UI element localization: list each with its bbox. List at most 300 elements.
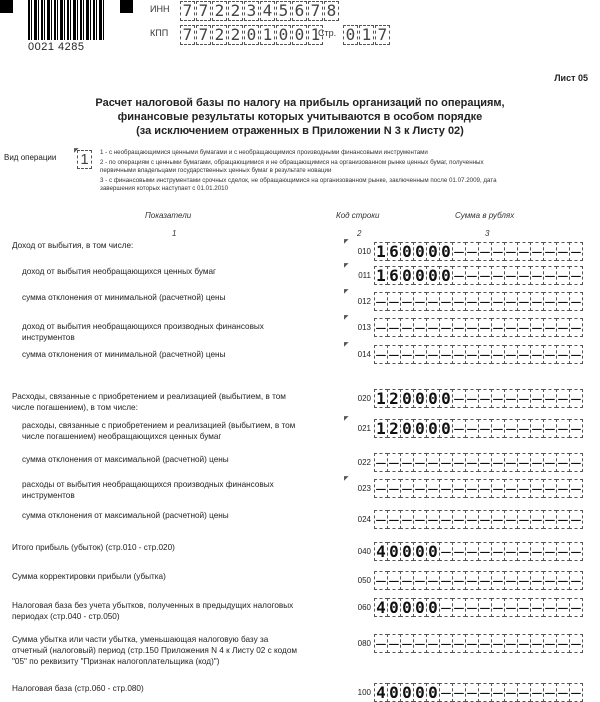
value-digit-cell: – xyxy=(504,292,518,311)
value-digit-cell: – xyxy=(504,389,518,408)
kpp-digit: 7 xyxy=(196,25,211,45)
col-number-1: 1 xyxy=(172,229,177,238)
value-digit-cell: – xyxy=(374,292,388,311)
value-digit-cell: – xyxy=(491,345,505,364)
row-code: 022 xyxy=(357,458,371,467)
value-digit-cell: – xyxy=(530,571,544,590)
row-code: 024 xyxy=(357,515,371,524)
value-digit-cell: – xyxy=(504,510,518,529)
value-digit-cell: – xyxy=(478,510,492,529)
field-tick: ◤ xyxy=(344,289,349,295)
value-digit-cell: – xyxy=(413,479,427,498)
inn-label: ИНН xyxy=(150,4,170,14)
value-digit-cell: – xyxy=(556,266,570,285)
row-label xyxy=(22,266,216,277)
value-digit-cell: – xyxy=(452,634,466,653)
value-digit-cell: – xyxy=(556,419,570,438)
value-digit-cell: 0 xyxy=(413,542,427,561)
value-digit-cell: 0 xyxy=(426,683,440,702)
value-digit-cell: – xyxy=(504,318,518,337)
value-digit-cell: – xyxy=(413,318,427,337)
value-digit-cell: 4 xyxy=(374,683,388,702)
value-digit-cell: – xyxy=(387,292,401,311)
value-digit-cell: 0 xyxy=(387,683,401,702)
value-digit-cell: – xyxy=(465,389,479,408)
value-digit-cell: – xyxy=(452,266,466,285)
row-code: 010 xyxy=(357,247,371,256)
value-digit-cell: – xyxy=(569,292,583,311)
row-code: 012 xyxy=(357,297,371,306)
value-digit-cell: – xyxy=(400,345,414,364)
field-tick: ◤ xyxy=(344,416,349,422)
value-digit-cell: – xyxy=(556,292,570,311)
value-digit-cell: 0 xyxy=(413,389,427,408)
row-label-line: инструментов xyxy=(22,333,75,342)
value-digit-cell: – xyxy=(517,292,531,311)
value-digit-cell: – xyxy=(426,318,440,337)
barcode-number: 0021 4285 xyxy=(28,41,85,53)
value-digit-cell: – xyxy=(569,542,583,561)
value-digit-cell: – xyxy=(374,571,388,590)
value-digit-cell: – xyxy=(491,542,505,561)
value-digit-cell: – xyxy=(387,571,401,590)
row-value-field[interactable] xyxy=(374,318,582,337)
value-digit-cell: – xyxy=(543,571,557,590)
value-digit-cell: – xyxy=(478,598,492,617)
value-digit-cell: – xyxy=(452,598,466,617)
value-digit-cell: – xyxy=(543,542,557,561)
title-line: (за исключением отраженных в Приложении N 3 к Листу 02) xyxy=(136,125,464,137)
value-digit-cell: – xyxy=(426,292,440,311)
row-value-field[interactable] xyxy=(374,634,582,653)
row-label xyxy=(22,349,225,360)
value-digit-cell: – xyxy=(413,634,427,653)
row-label xyxy=(22,510,229,521)
corner-marker xyxy=(120,0,133,13)
value-digit-cell: – xyxy=(543,598,557,617)
value-digit-cell: – xyxy=(465,479,479,498)
row-value-field[interactable] xyxy=(374,598,582,617)
value-digit-cell: – xyxy=(465,571,479,590)
value-digit-cell: – xyxy=(387,318,401,337)
value-digit-cell: – xyxy=(569,510,583,529)
value-digit-cell: – xyxy=(426,571,440,590)
row-code: 020 xyxy=(357,394,371,403)
inn-digit: 2 xyxy=(212,1,227,21)
value-digit-cell: – xyxy=(556,598,570,617)
value-digit-cell: – xyxy=(543,242,557,261)
value-digit-cell: 0 xyxy=(426,542,440,561)
row-label-line: Сумма убытка или части убытка, уменьшающая налоговую базу за xyxy=(12,635,269,644)
value-digit-cell: – xyxy=(556,510,570,529)
value-digit-cell: – xyxy=(478,479,492,498)
value-digit-cell: – xyxy=(387,345,401,364)
col-header-code: Код строки xyxy=(336,211,380,220)
value-digit-cell: – xyxy=(569,598,583,617)
value-digit-cell: – xyxy=(556,242,570,261)
row-label xyxy=(22,292,225,303)
value-digit-cell: – xyxy=(400,453,414,472)
value-digit-cell: – xyxy=(478,292,492,311)
row-value-field[interactable] xyxy=(374,683,582,702)
value-digit-cell: – xyxy=(465,345,479,364)
row-label-line: Доход от выбытия, в том числе: xyxy=(12,241,134,250)
value-digit-cell: – xyxy=(374,634,388,653)
kpp-digit: 0 xyxy=(276,25,291,45)
value-digit-cell: – xyxy=(387,634,401,653)
value-digit-cell: – xyxy=(465,292,479,311)
value-digit-cell: 0 xyxy=(400,266,414,285)
row-value-field[interactable] xyxy=(374,453,582,472)
value-digit-cell: – xyxy=(517,318,531,337)
row-label-line: числе погашением) необращающихся ценных бумаг xyxy=(22,432,222,441)
row-label xyxy=(22,454,229,465)
value-digit-cell: 2 xyxy=(387,389,401,408)
field-tick: ◤ xyxy=(344,239,349,245)
value-digit-cell: – xyxy=(556,479,570,498)
value-digit-cell: – xyxy=(504,542,518,561)
page-digit: 0 xyxy=(343,25,358,45)
value-digit-cell: 0 xyxy=(426,242,440,261)
value-digit-cell: – xyxy=(439,571,453,590)
value-digit-cell: – xyxy=(452,345,466,364)
row-label xyxy=(22,420,295,442)
value-digit-cell: – xyxy=(439,292,453,311)
operation-description: 1 - с необращающимися ценными бумагами и с необращающимися производными финансовыми инструментами xyxy=(100,149,428,156)
value-digit-cell: – xyxy=(543,345,557,364)
value-digit-cell: – xyxy=(491,634,505,653)
value-digit-cell: – xyxy=(452,683,466,702)
value-digit-cell: – xyxy=(491,242,505,261)
kpp-digit: 7 xyxy=(180,25,195,45)
value-digit-cell: – xyxy=(439,542,453,561)
value-digit-cell: – xyxy=(530,318,544,337)
row-code: 021 xyxy=(357,424,371,433)
value-digit-cell: – xyxy=(530,598,544,617)
value-digit-cell: 0 xyxy=(400,598,414,617)
field-tick: ◤ xyxy=(344,263,349,269)
value-digit-cell: – xyxy=(556,542,570,561)
value-digit-cell: – xyxy=(400,479,414,498)
value-digit-cell: – xyxy=(543,479,557,498)
value-digit-cell: – xyxy=(530,419,544,438)
value-digit-cell: – xyxy=(465,598,479,617)
value-digit-cell: 0 xyxy=(400,419,414,438)
value-digit-cell: – xyxy=(543,634,557,653)
row-value-field[interactable] xyxy=(374,542,582,561)
value-digit-cell: – xyxy=(543,266,557,285)
value-digit-cell: 0 xyxy=(413,598,427,617)
value-digit-cell: – xyxy=(400,571,414,590)
value-digit-cell: – xyxy=(491,598,505,617)
value-digit-cell: 0 xyxy=(400,389,414,408)
value-digit-cell: – xyxy=(569,479,583,498)
row-code: 100 xyxy=(357,688,371,697)
value-digit-cell: – xyxy=(530,345,544,364)
value-digit-cell: – xyxy=(491,453,505,472)
field-tick: ◤ xyxy=(344,476,349,482)
value-digit-cell: – xyxy=(452,389,466,408)
value-digit-cell: – xyxy=(504,479,518,498)
value-digit-cell: – xyxy=(556,571,570,590)
row-value-field[interactable] xyxy=(374,571,582,590)
value-digit-cell: 0 xyxy=(439,389,453,408)
value-digit-cell: – xyxy=(491,419,505,438)
kpp-digit: 2 xyxy=(228,25,243,45)
value-digit-cell: – xyxy=(517,389,531,408)
value-digit-cell: – xyxy=(478,571,492,590)
value-digit-cell: 0 xyxy=(426,389,440,408)
value-digit-cell: – xyxy=(478,266,492,285)
value-digit-cell: – xyxy=(517,242,531,261)
field-tick: ◤ xyxy=(344,315,349,321)
value-digit-cell: – xyxy=(465,634,479,653)
row-code: 050 xyxy=(357,576,371,585)
value-digit-cell: – xyxy=(517,419,531,438)
value-digit-cell: 2 xyxy=(387,419,401,438)
value-digit-cell: 0 xyxy=(400,683,414,702)
value-digit-cell: 4 xyxy=(374,542,388,561)
row-value-field[interactable] xyxy=(374,242,582,261)
inn-digit: 3 xyxy=(244,1,259,21)
value-digit-cell: – xyxy=(530,510,544,529)
row-label xyxy=(12,240,133,251)
inn-digit: 5 xyxy=(276,1,291,21)
value-digit-cell: – xyxy=(452,318,466,337)
value-digit-cell: – xyxy=(478,345,492,364)
value-digit-cell: – xyxy=(517,266,531,285)
value-digit-cell: – xyxy=(452,453,466,472)
value-digit-cell: – xyxy=(517,479,531,498)
value-digit-cell: – xyxy=(374,345,388,364)
value-digit-cell: – xyxy=(543,419,557,438)
value-digit-cell: – xyxy=(413,453,427,472)
value-digit-cell: – xyxy=(517,571,531,590)
value-digit-cell: – xyxy=(478,634,492,653)
row-label xyxy=(12,634,297,667)
value-digit-cell: – xyxy=(543,453,557,472)
value-digit-cell: 0 xyxy=(439,419,453,438)
row-label-line: Итого прибыль (убыток) (стр.010 - стр.020) xyxy=(12,543,175,552)
row-label-line: Налоговая база (стр.060 - стр.080) xyxy=(12,684,144,693)
row-label-line: Налоговая база без учета убытков, полученных в предыдущих налоговых xyxy=(12,601,294,610)
value-digit-cell: – xyxy=(426,345,440,364)
value-digit-cell: 0 xyxy=(387,542,401,561)
value-digit-cell: – xyxy=(569,389,583,408)
barcode xyxy=(28,0,106,40)
operation-description: первичными владельцами государственных ценных бумаг в результате новации xyxy=(100,167,332,174)
inn-field xyxy=(180,1,340,21)
value-digit-cell: – xyxy=(413,345,427,364)
value-digit-cell: 0 xyxy=(439,266,453,285)
form-title xyxy=(0,96,600,138)
value-digit-cell: – xyxy=(517,542,531,561)
col-number-3: 3 xyxy=(485,229,490,238)
field-tick: ◤ xyxy=(74,148,79,154)
operation-description: 2 - по операциям с ценными бумагами, обращающимися и не обращающимися на организованном рынке ценных бумаг, полученных xyxy=(100,159,484,166)
value-digit-cell: – xyxy=(478,419,492,438)
value-digit-cell: – xyxy=(556,318,570,337)
value-digit-cell: – xyxy=(543,510,557,529)
value-digit-cell: – xyxy=(426,634,440,653)
value-digit-cell: – xyxy=(530,683,544,702)
row-value-field[interactable] xyxy=(374,479,582,498)
value-digit-cell: – xyxy=(426,510,440,529)
value-digit-cell: – xyxy=(465,266,479,285)
value-digit-cell: 1 xyxy=(374,266,388,285)
value-digit-cell: – xyxy=(569,634,583,653)
row-label xyxy=(12,391,286,413)
row-code: 013 xyxy=(357,323,371,332)
value-digit-cell: – xyxy=(400,318,414,337)
value-digit-cell: – xyxy=(374,453,388,472)
value-digit-cell: – xyxy=(491,571,505,590)
row-value-field[interactable] xyxy=(374,266,582,285)
value-digit-cell: – xyxy=(465,318,479,337)
value-digit-cell: – xyxy=(387,479,401,498)
value-digit-cell: – xyxy=(504,266,518,285)
value-digit-cell: – xyxy=(387,510,401,529)
title-line: Расчет налоговой базы по налогу на прибыль организаций по операциям, xyxy=(95,97,505,109)
row-code: 080 xyxy=(357,639,371,648)
row-label xyxy=(12,683,144,694)
value-digit-cell: – xyxy=(400,634,414,653)
value-digit-cell: – xyxy=(478,242,492,261)
col-number-2: 2 xyxy=(357,229,362,238)
row-label xyxy=(22,479,274,501)
row-label-line: отчетный (налоговый) период (стр.150 Приложения N 4 к Листу 02 с кодом xyxy=(12,646,297,655)
row-value-field[interactable] xyxy=(374,389,582,408)
row-label-line: доход от выбытия необращающихся ценных бумаг xyxy=(22,267,216,276)
value-digit-cell: 0 xyxy=(426,266,440,285)
row-label-line: расходы, связанные с приобретением и реализацией (выбытием, в том xyxy=(22,421,296,430)
kpp-label: КПП xyxy=(150,28,169,38)
value-digit-cell: – xyxy=(465,453,479,472)
value-digit-cell: – xyxy=(543,683,557,702)
sheet-label: Лист 05 xyxy=(554,73,588,83)
value-digit-cell: 0 xyxy=(413,266,427,285)
row-code: 011 xyxy=(358,271,371,280)
value-digit-cell: – xyxy=(452,510,466,529)
value-digit-cell: – xyxy=(569,419,583,438)
value-digit-cell: – xyxy=(465,542,479,561)
inn-digit: 2 xyxy=(228,1,243,21)
value-digit-cell: 0 xyxy=(400,542,414,561)
page-digit: 1 xyxy=(359,25,374,45)
kpp-digit: 0 xyxy=(244,25,259,45)
value-digit-cell: – xyxy=(465,419,479,438)
row-code: 060 xyxy=(357,603,371,612)
operation-description: 3 - с финансовыми инструментами срочных сделок, не обращающимися на организованном рынке, заключенным после 01.07.2009, дата xyxy=(100,177,497,184)
value-digit-cell: – xyxy=(530,453,544,472)
value-digit-cell: – xyxy=(556,345,570,364)
value-digit-cell: – xyxy=(504,345,518,364)
value-digit-cell: – xyxy=(569,683,583,702)
value-digit-cell: – xyxy=(556,389,570,408)
page-label: Стр. xyxy=(318,28,337,38)
value-digit-cell: – xyxy=(465,510,479,529)
value-digit-cell: – xyxy=(439,598,453,617)
row-value-field[interactable] xyxy=(374,292,582,311)
value-digit-cell: – xyxy=(504,683,518,702)
row-label-line: Сумма корректировки прибыли (убытка) xyxy=(12,572,166,581)
operation-type-field[interactable]: 1 xyxy=(77,150,92,169)
page-digit: 7 xyxy=(375,25,390,45)
value-digit-cell: – xyxy=(504,598,518,617)
value-digit-cell: – xyxy=(517,345,531,364)
value-digit-cell: – xyxy=(374,479,388,498)
value-digit-cell: 0 xyxy=(387,598,401,617)
row-code: 040 xyxy=(357,547,371,556)
value-digit-cell: – xyxy=(478,683,492,702)
value-digit-cell: – xyxy=(530,479,544,498)
value-digit-cell: – xyxy=(491,389,505,408)
row-label-line: числе погашением), в том числе: xyxy=(12,403,138,412)
value-digit-cell: – xyxy=(452,292,466,311)
value-digit-cell: 1 xyxy=(374,419,388,438)
value-digit-cell: – xyxy=(439,634,453,653)
value-digit-cell: – xyxy=(491,266,505,285)
col-header-indicators: Показатели xyxy=(145,211,192,220)
row-value-field[interactable] xyxy=(374,419,582,438)
value-digit-cell: – xyxy=(400,292,414,311)
value-digit-cell: – xyxy=(439,683,453,702)
value-digit-cell: – xyxy=(374,318,388,337)
row-label-line: периодах (стр.040 - стр.050) xyxy=(12,612,120,621)
value-digit-cell: – xyxy=(504,453,518,472)
inn-digit: 6 xyxy=(292,1,307,21)
row-label-line: сумма отклонения от максимальной (расчетной) цены xyxy=(22,511,229,520)
value-digit-cell: – xyxy=(569,266,583,285)
value-digit-cell: – xyxy=(426,479,440,498)
value-digit-cell: 0 xyxy=(426,598,440,617)
col-header-sum: Сумма в рублях xyxy=(455,211,515,220)
operation-description: завершения которых наступает с 01.01.2010 xyxy=(100,185,229,192)
value-digit-cell: – xyxy=(452,571,466,590)
value-digit-cell: – xyxy=(452,479,466,498)
kpp-digit: 0 xyxy=(292,25,307,45)
corner-marker xyxy=(0,0,13,13)
value-digit-cell: – xyxy=(439,318,453,337)
value-digit-cell: 1 xyxy=(374,242,388,261)
row-label xyxy=(12,571,166,582)
value-digit-cell: – xyxy=(491,292,505,311)
value-digit-cell: – xyxy=(569,242,583,261)
value-digit-cell: – xyxy=(569,345,583,364)
row-value-field[interactable] xyxy=(374,510,582,529)
kpp-field xyxy=(180,25,324,45)
row-label-line: сумма отклонения от минимальной (расчетной) цены xyxy=(22,350,226,359)
value-digit-cell: 0 xyxy=(413,242,427,261)
row-label xyxy=(12,600,293,622)
value-digit-cell: – xyxy=(569,318,583,337)
value-digit-cell: – xyxy=(439,510,453,529)
value-digit-cell: – xyxy=(387,453,401,472)
value-digit-cell: – xyxy=(413,571,427,590)
row-label-line: инструментов xyxy=(22,491,75,500)
value-digit-cell: – xyxy=(491,683,505,702)
value-digit-cell: – xyxy=(452,419,466,438)
value-digit-cell: – xyxy=(452,542,466,561)
inn-digit: 7 xyxy=(196,1,211,21)
row-label xyxy=(12,542,175,553)
value-digit-cell: – xyxy=(543,389,557,408)
value-digit-cell: – xyxy=(517,634,531,653)
value-digit-cell: – xyxy=(478,542,492,561)
value-digit-cell: 0 xyxy=(426,419,440,438)
row-value-field[interactable] xyxy=(374,345,582,364)
value-digit-cell: 1 xyxy=(374,389,388,408)
